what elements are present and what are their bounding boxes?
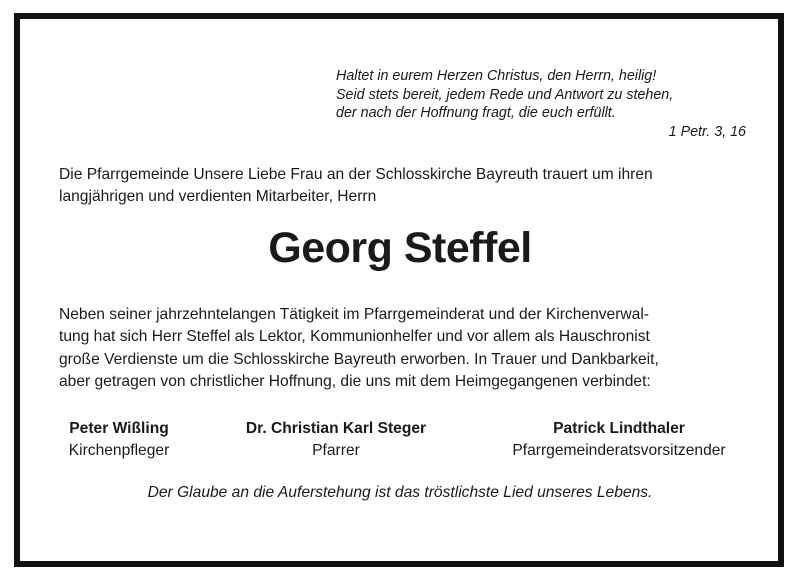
deceased-name: Georg Steffel [268,224,532,272]
tribute-line: große Verdienste um die Schlosskirche Bayreuth erworben. In Trauer und Dankbarkeit, [59,350,659,368]
tribute-line: aber getragen von christlicher Hoffnung, die uns mit dem Heimgegangenen verbindet: [59,373,651,391]
quote-reference: 1 Petr. 3, 16 [668,123,746,140]
signatory-name: Patrick Lindthaler [553,420,685,437]
bible-quote [336,67,746,141]
signatory-block [226,418,446,462]
intro-line: Die Pfarrgemeinde Unsere Liebe Frau an der Schlosskirche Bayreuth trauert um ihren [59,166,653,183]
tribute-line: Neben seiner jahrzehntelangen Tätigkeit im Pfarrgemeinderat und der Kirchenverwal- [59,306,649,323]
signatory-role: Kirchenpfleger [68,442,170,459]
signatory-name: Dr. Christian Karl Steger [245,420,427,437]
quote-line: Haltet in eurem Herzen Christus, den Herrn, heilig! [336,68,657,84]
signatory-block [59,418,179,462]
signatory-block [488,418,750,462]
intro-line: langjährigen und verdienten Mitarbeiter, Herrn [59,188,377,205]
signatory-role: Pfarrer [312,442,360,459]
tribute-paragraph [59,304,749,394]
signatory-role: Pfarrgemeinderatsvorsitzender [512,442,726,459]
tribute-line: tung hat sich Herr Steffel als Lektor, Kommunionhelfer und vor allem als Hauschronist [59,328,650,346]
signatory-name: Peter Wißling [69,420,169,437]
closing-line: Der Glaube an die Auferstehung ist das tröstlichste Lied unseres Lebens. [147,484,653,501]
quote-line: der nach der Hoffnung fragt, die euch erfüllt. [336,105,616,122]
quote-line: Seid stets bereit, jedem Rede und Antwort zu stehen, [336,86,674,103]
intro-paragraph [59,164,749,208]
